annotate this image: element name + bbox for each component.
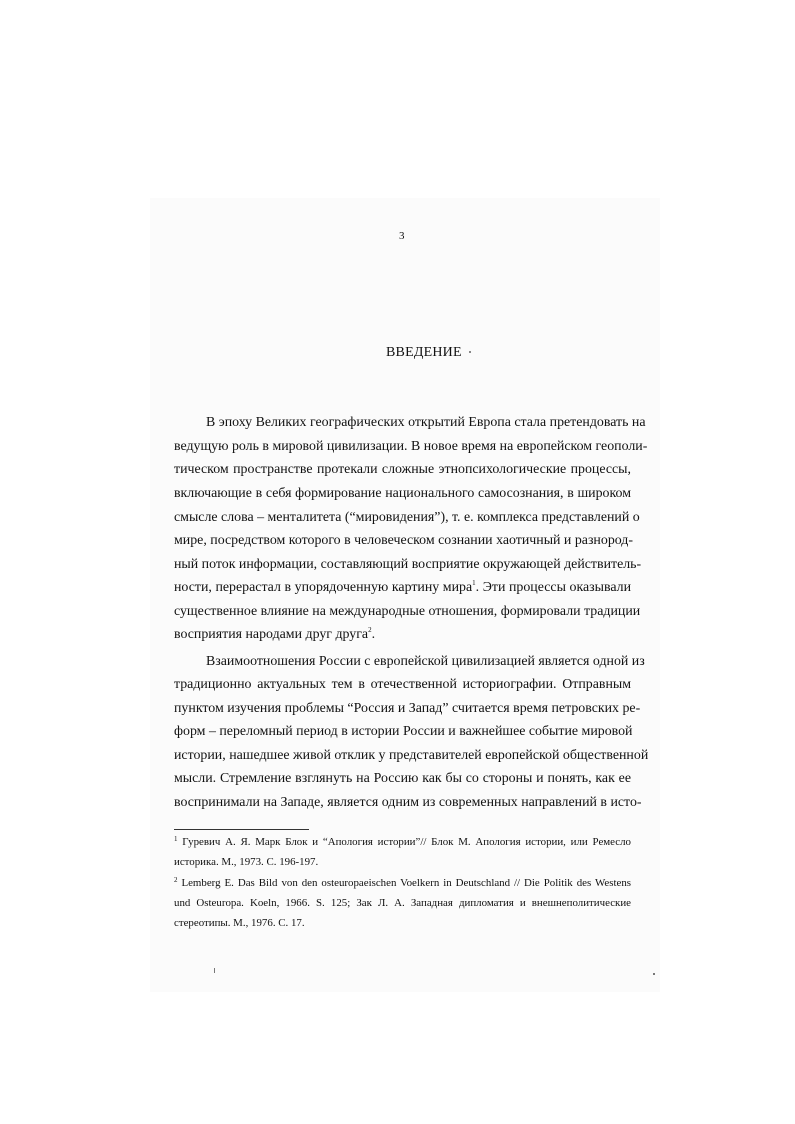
footnote-line: $^1$ Гуревич А. Я. Марк Блок и “Апология истории”// Блок М. Апология истории, или Ремесло xyxy=(174,835,631,848)
body-line: ности, перерастал в упорядоченную картину мира$^1$. Эти процессы оказывали xyxy=(174,579,631,595)
body-line: форм – переломный период в истории России и важнейшее событие мировой xyxy=(174,724,633,739)
footnote-ref: 2 xyxy=(368,626,372,634)
body-line: существенное влияние на международные отношения, формировали традиции xyxy=(174,604,641,619)
body-line: восприятия народами друг друга$^2$. xyxy=(174,626,376,642)
scan-speck xyxy=(653,973,655,975)
body-line: истории, нашедшее живой отклик у представителей европейской общественной xyxy=(174,748,649,763)
body-line: пунктом изучения проблемы “Россия и Запад” считается время петровских ре- xyxy=(174,701,641,716)
body-line: традиционно актуальных тем в отечественной историографии. Отправным xyxy=(174,677,631,692)
body-line: ный поток информации, составляющий восприятие окружающей действитель- xyxy=(174,557,642,572)
body-line: воспринимали на Западе, является одним из современных направлений в исто- xyxy=(174,795,642,810)
body-line: тическом пространстве протекали сложные этнопсихологические процессы, xyxy=(174,462,631,477)
page-title: ВВЕДЕНИЕ xyxy=(386,345,462,360)
footnote-line: стереотипы. М., 1976. С. 17. xyxy=(174,917,305,929)
footnote-marker: 1 xyxy=(174,835,178,843)
body-line: ведущую роль в мировой цивилизации. В новое время на европейском геополи- xyxy=(174,439,648,454)
body-line: смысле слова – менталитета (“мировидения”), т. е. комплекса представлений о xyxy=(174,510,640,525)
body-line: В эпоху Великих географических открытий Европа стала претендовать на xyxy=(206,415,646,430)
footnote-marker: 2 xyxy=(174,876,178,884)
footnote-line: und Osteuropa. Koeln, 1966. S. 125; Зак Л. А. Западная дипломатия и внешнеполитические xyxy=(174,897,631,909)
footnote-line: $^2$ Lemberg E. Das Bild von den osteuropaeischen Voelkern in Deutschland // Die Politik des Westens xyxy=(174,876,631,889)
scan-speck xyxy=(214,968,215,973)
page-number: 3 xyxy=(399,230,405,242)
body-line: мысли. Стремление взглянуть на Россию как бы со стороны и понять, как ее xyxy=(174,771,631,786)
body-line: Взаимоотношения России с европейской цивилизацией является одной из xyxy=(206,654,645,669)
footnote-ref: 1 xyxy=(472,579,476,587)
scan-speck xyxy=(469,351,471,353)
footnote-line: историка. М., 1973. С. 196-197. xyxy=(174,856,319,868)
body-line: мире, посредством которого в человеческом сознании хаотичный и разнород- xyxy=(174,533,633,548)
body-line: включающие в себя формирование национального самосознания, в широком xyxy=(174,486,631,501)
footnote-separator xyxy=(174,829,309,830)
